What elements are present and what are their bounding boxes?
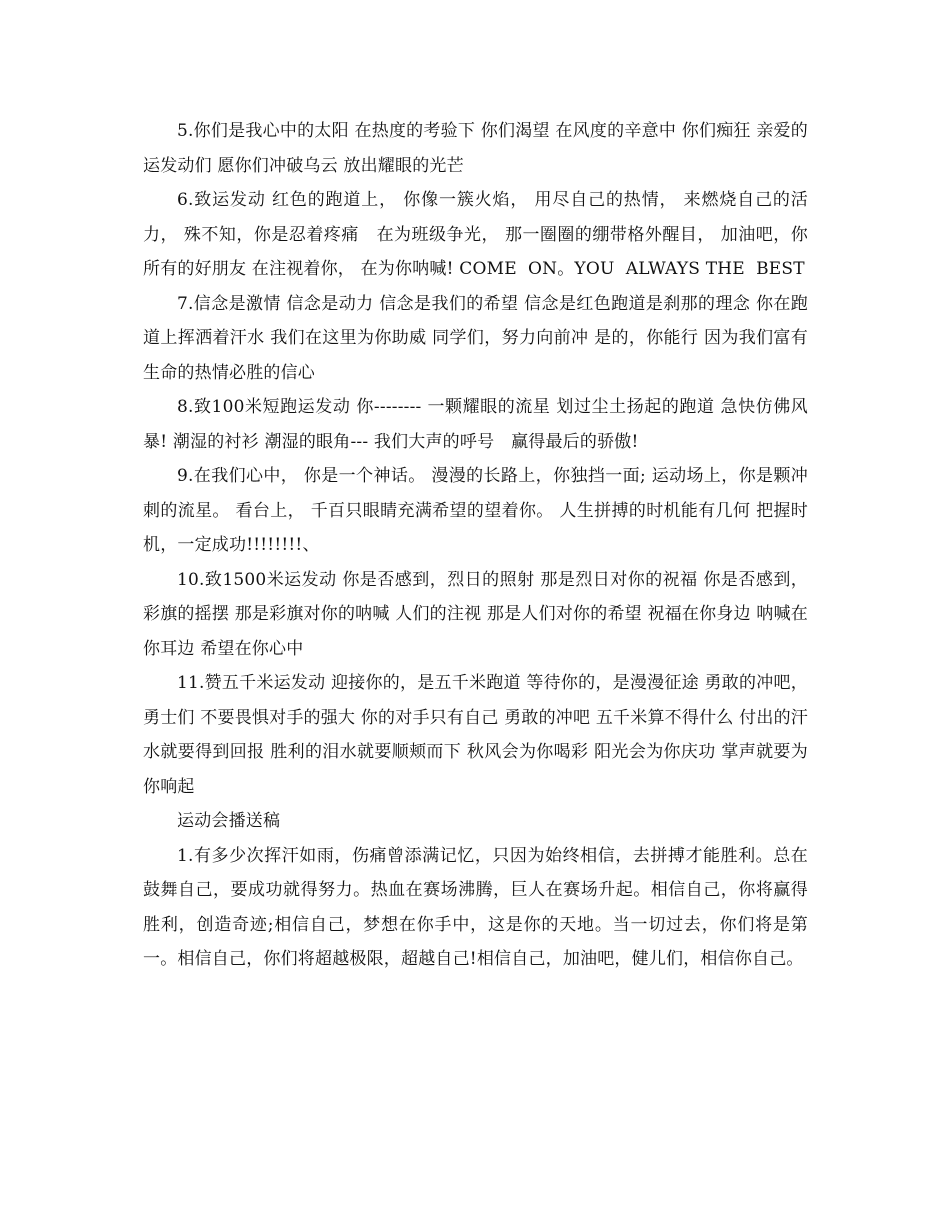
paragraph-5: 5.你们是我心中的太阳 在热度的考验下 你们渴望 在风度的辛意中 你们痴狂 亲爱的运发动们 愿你们冲破乌云 放出耀眼的光芒 [143, 121, 808, 176]
paragraph-7: 7.信念是激情 信念是动力 信念是我们的希望 信念是红色跑道是刹那的理念 你在跑道上挥洒着汗水 我们在这里为你助威 同学们，努力向前冲 是的，你能行 因为我们富有生命的热情必胜的信心 [143, 293, 808, 383]
paragraph-9: 9.在我们心中， 你是一个神话。 漫漫的长路上，你独挡一面; 运动场上，你是颗冲刺的流星。 看台上， 千百只眼睛充满希望的望着你。 人生拼搏的时机能有几何 把握时机，一定成功!!!!!!!!、 [143, 466, 808, 555]
paragraph-6: 6.致运发动 红色的跑道上， 你像一簇火焰， 用尽自己的热情， 来燃烧自己的活力， 殊不知，你是忍着疼痛 在为班级争光， 那一圈圈的绷带格外醒目， 加油吧，你所有的好朋友 在注视着你， 在为你呐喊! COME ON。YOU ALWAYS THE BEST [143, 190, 808, 279]
section-title: 运动会播送稿 [177, 811, 281, 831]
paragraph-8: 8.致100米短跑运发动 你-------- 一颗耀眼的流星 划过尘土扬起的跑道 急快仿佛风暴! 潮湿的衬衫 潮湿的眼角--- 我们大声的呼号 赢得最后的骄傲! [143, 397, 808, 452]
section-paragraph-1: 1.有多少次挥汗如雨，伤痛曾添满记忆，只因为始终相信，去拼搏才能胜利。总在鼓舞自己，要成功就得努力。热血在赛场沸腾，巨人在赛场升起。相信自己，你将赢得胜利，创造奇迹;相信自己，梦想在你手中，这是你的天地。当一切过去，你们将是第一。相信自己，你们将超越极限，超越自己!相信自己，加油吧，健儿们，相信你自己。 [143, 845, 808, 969]
paragraph-10: 10.致1500米运发动 你是否感到，烈日的照射 那是烈日对你的祝福 你是否感到，彩旗的摇摆 那是彩旗对你的呐喊 人们的注视 那是人们对你的希望 祝福在你身边 呐喊在你耳边 希望在你心中 [143, 569, 808, 659]
document-body [143, 114, 808, 977]
paragraph-11: 11.赞五千米运发动 迎接你的，是五千米跑道 等待你的，是漫漫征途 勇敢的冲吧，勇士们 不要畏惧对手的强大 你的对手只有自己 勇敢的冲吧 五千米算不得什么 付出的汗水就要得到回报 胜利的泪水就要顺颊而下 秋风会为你喝彩 阳光会为你庆功 掌声就要为你响起 [143, 673, 808, 797]
